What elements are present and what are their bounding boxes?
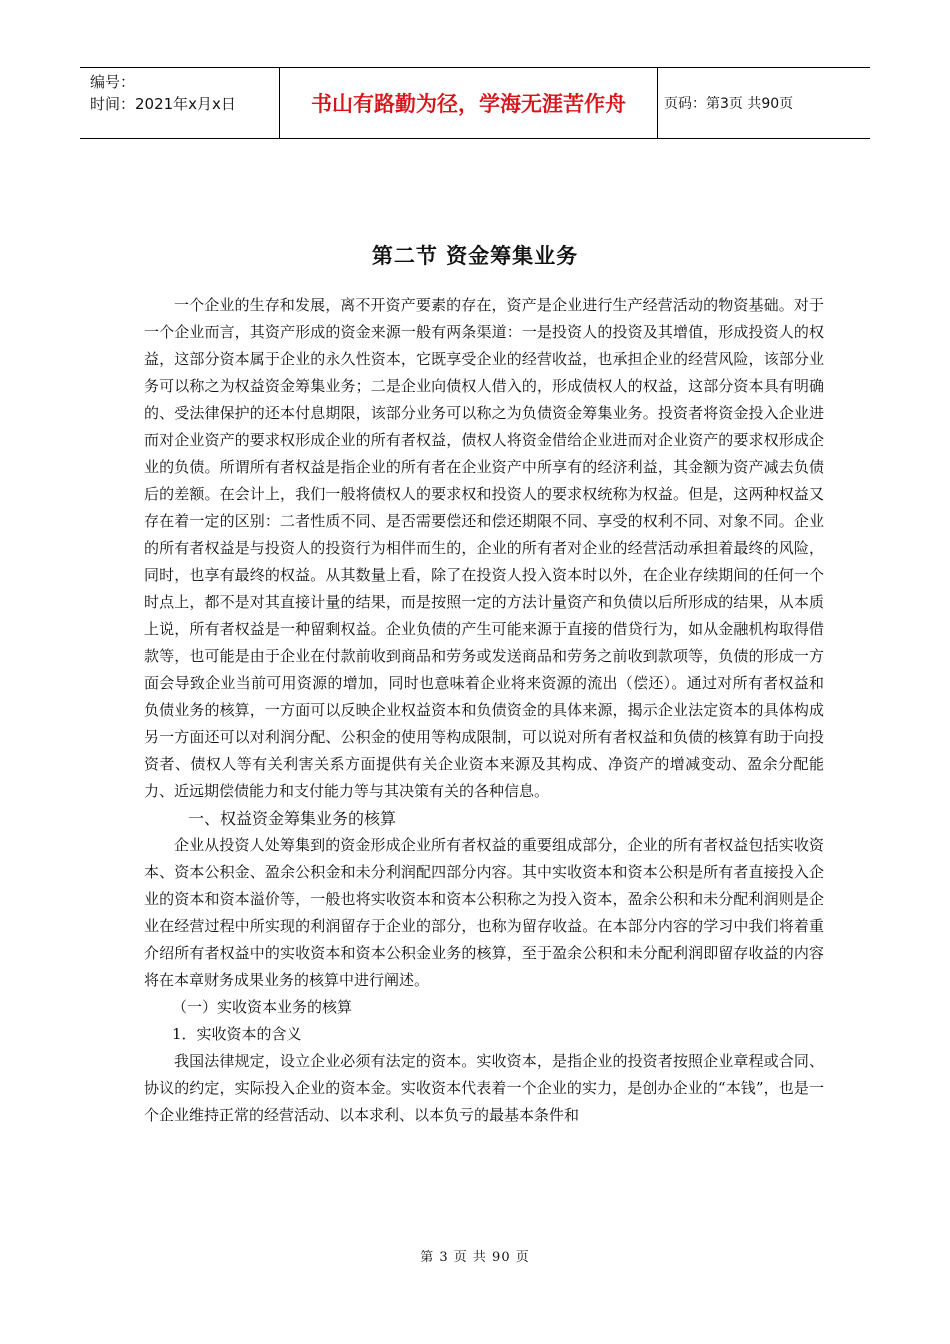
- header-meta-cell: [80, 68, 280, 138]
- header-motto: 书山有路勤为径，学海无涯苦作舟: [280, 68, 658, 138]
- heading-level-1: 一、权益资金筹集业务的核算: [188, 809, 397, 828]
- document-body: [144, 292, 824, 1129]
- document-number-label: 编号：: [90, 73, 136, 91]
- page-footer: 第 3 页 共 90 页: [420, 1250, 530, 1265]
- paragraph-equity: 企业从投资人处筹集到的资金形成企业所有者权益的重要组成部分，企业的所有者权益包括实收资本、资本公积金、盈余公积金和未分利润配四部分内容。其中实收资本和资本公积是所有者直接投入企业的资本和资本溢价等，一般也将实收资本和资本公积称之为投入资本，盈余公积和未分配利润则是企业在经营过程中所实现的利润留存于企业的部分，也称为留存收益。在本部分内容的学习中我们将着重介绍所有者权益中的实收资本和资本公积金业务的核算，至于盈余公积和未分配利润即留存收益的内容将在本章财务成果业务的核算中进行阐述。: [144, 836, 824, 989]
- paragraph-paid-in-capital: 我国法律规定，设立企业必须有法定的资本。实收资本，是指企业的投资者按照企业章程或合同、协议的约定，实际投入企业的资本金。实收资本代表着一个企业的实力，是创办企业的“本钱”，也是一个企业维持正常的经营活动、以本求利、以本负亏的最基本条件和: [144, 1052, 824, 1124]
- paragraph-intro: 一个企业的生存和发展，离不开资产要素的存在，资产是企业进行生产经营活动的物资基础。对于一个企业而言，其资产形成的资金来源一般有两条渠道：一是投资人的投资及其增值，形成投资人的权益，这部分资本属于企业的永久性资本，它既享受企业的经营收益，也承担企业的经营风险，该部分业务可以称之为权益资金筹集业务；二是企业向债权人借入的，形成债权人的权益，这部分资本具有明确的、受法律保护的还本付息期限，该部分业务可以称之为负债资金筹集业务。投资者将资金投入企业进而对企业资产的要求权形成企业的所有者权益，债权人将资金借给企业进而对企业资产的要求权形成企业的负债。所谓所有者权益是指企业的所有者在企业资产中所享有的经济利益，其金额为资产减去负债后的差额。在会计上，我们一般将债权人的要求权和投资人的要求权统称为权益。但是，这两种权益又存在着一定的区别：二者性质不同、是否需要偿还和偿还期限不同、享受的权利不同、对象不同。企业的所有者权益是与投资人的投资行为相伴而生的，企业的所有者对企业的经营活动承担着最终的风险，同时，也享有最终的权益。从其数量上看，除了在投资人投入资本时以外，在企业存续期间的任何一个时点上，都不是对其直接计量的结果，而是按照一定的方法计量资产和负债以后所形成的结果，从本质上说，所有者权益是一种留剩权益。企业负债的产生可能来源于直接的借贷行为，如从金融机构取得借款等，也可能是由于企业在付款前收到商品和劳务或发送商品和劳务之前收到款项等，负债的形成一方面会导致企业当前可用资源的增加，同时也意味着企业将来资源的流出（偿还）。通过对所有者权益和负债业务的核算，一方面可以反映企业权益资本和负债资金的具体来源，揭示企业法定资本的具体构成另一方面还可以对利润分配、公积金的使用等构成限制，可以说对所有者权益和负债的核算有助于向投资者、债权人等有关利害关系方面提供有关企业资本来源及其构成、净资产的增减变动、盈余分配能力、近远期偿债能力和支付能力等与其决策有关的各种信息。: [144, 296, 824, 800]
- page-header: [80, 67, 870, 139]
- document-time-label: 时间：2021年x月x日: [90, 95, 236, 113]
- heading-level-3: 1．实收资本的含义: [172, 1025, 302, 1043]
- header-page-info: 页码：第3页 共90页: [664, 96, 794, 112]
- section-title: 第二节 资金筹集业务: [371, 244, 579, 268]
- heading-level-2: （一）实收资本业务的核算: [172, 998, 353, 1016]
